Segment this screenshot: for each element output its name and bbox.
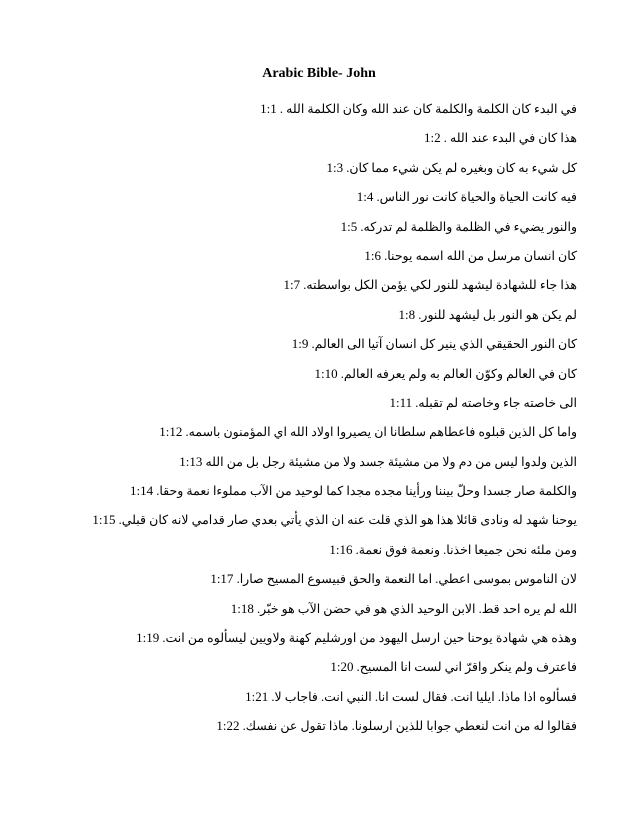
verse-reference: 1:3 (326, 159, 344, 175)
verse-text: والكلمة صار جسدا وحلّ بيننا ورأينا مجده مجدا كما لوحيد من الآب مملوءا نعمة وحقا. (156, 484, 577, 499)
verse-line (72, 682, 577, 711)
verse-text: الذين ولدوا ليس من دم ولا من مشيئة جسد ولا من مشيئة رجل بل من الله (205, 454, 577, 469)
verse-list (72, 94, 577, 741)
verse-reference: 1:18 (230, 600, 254, 616)
verse-line (72, 241, 577, 270)
verse-line (72, 652, 577, 681)
verse-text: في البدء كان الكلمة والكلمة كان عند الله وكان الكلمة الله . (279, 102, 577, 116)
verse-text: كان انسان مرسل من الله اسمه يوحنا. (384, 248, 577, 263)
verse-text: فيه كانت الحياة والحياة كانت نور الناس. (376, 190, 577, 205)
verse-line (72, 388, 577, 417)
verse-text: كان النور الحقيقي الذي ينير كل انسان آتيا الى العالم. (311, 337, 577, 352)
verse-reference: 1:6 (364, 247, 381, 263)
verse-reference: 1:20 (330, 659, 354, 675)
verse-line (72, 94, 577, 123)
verse-text: يوحنا شهد له ونادى قائلا هذا هو الذي قلت عنه ان الذي يأتي بعدي صار قدامي لانه كان قبلي. (118, 513, 577, 528)
verse-line (72, 329, 577, 358)
verse-reference: 1:11 (389, 394, 413, 410)
verse-line (72, 447, 577, 476)
verse-text: والنور يضيء في الظلمة والظلمة لم تدركه. (360, 219, 577, 234)
verse-reference: 1:10 (314, 365, 338, 381)
verse-text: فسألوه اذا ماذا. ايليا انت. فقال لست انا. النبي انت. فاجاب لا. (271, 689, 577, 704)
verse-text: كل شيء به كان وبغيره لم يكن شيء مما كان. (346, 160, 577, 175)
verse-line (72, 359, 577, 388)
verse-reference: 1:19 (136, 630, 160, 646)
verse-reference: 1:22 (216, 718, 240, 734)
verse-text: كان في العالم وكوّن العالم به ولم يعرفه العالم. (340, 366, 577, 381)
verse-line (72, 417, 577, 446)
verse-line (72, 153, 577, 182)
verse-line (72, 300, 577, 329)
verse-reference: 1:17 (210, 571, 234, 587)
verse-line (72, 623, 577, 652)
verse-reference: 1:7 (283, 277, 301, 293)
verse-reference: 1:8 (398, 306, 416, 322)
verse-text: واما كل الذين قبلوه فاعطاهم سلطانا ان يصيروا اولاد الله اي المؤمنون باسمه. (185, 425, 577, 440)
verse-text: الله لم يره احد قط. الابن الوحيد الذي هو في حضن الآب هو خبّر. (256, 601, 577, 616)
verse-text: ومن ملئه نحن جميعا اخذنا. ونعمة فوق نعمة. (355, 542, 577, 557)
document-title: Arabic Bible- John (262, 66, 376, 81)
verse-text: وهذه هي شهادة يوحنا حين ارسل اليهود من اورشليم كهنة ولاويين ليسألوه من انت. (162, 631, 577, 646)
verse-reference: 1:5 (340, 218, 358, 234)
verse-reference: 1:15 (92, 512, 116, 528)
verse-reference: 1:4 (356, 189, 374, 205)
verse-reference: 1:16 (329, 541, 353, 557)
verse-reference: 1:12 (159, 424, 183, 440)
verse-text: فاعترف ولم ينكر واقرّ اني لست انا المسيح. (356, 660, 577, 675)
verse-reference: 1:1 (260, 101, 277, 116)
verse-reference: 1:9 (291, 336, 309, 352)
verse-text: الى خاصته جاء وخاصته لم تقبله. (415, 395, 577, 410)
verse-text: هذا جاء للشهادة ليشهد للنور لكي يؤمن الكل بواسطته. (303, 278, 577, 293)
verse-text: لان الناموس بموسى اعطي. اما النعمة والحق فبيسوع المسيح صارا. (236, 572, 577, 587)
verse-line (72, 270, 577, 299)
verse-line (72, 535, 577, 564)
verse-line (72, 564, 577, 593)
verse-line (72, 594, 577, 623)
verse-reference: 1:21 (245, 688, 269, 704)
verse-text: لم يكن هو النور بل ليشهد للنور. (418, 307, 577, 322)
verse-reference: 1:2 (424, 130, 441, 146)
verse-line (72, 182, 577, 211)
verse-line (72, 476, 577, 505)
verse-line (72, 212, 577, 241)
verse-text: هذا كان في البدء عند الله . (443, 131, 577, 146)
verse-reference: 1:14 (130, 483, 154, 499)
verse-text: فقالوا له من انت لنعطي جوابا للذين ارسلونا. ماذا تقول عن نفسك. (242, 719, 577, 734)
verse-line (72, 711, 577, 740)
verse-line (72, 123, 577, 152)
verse-reference: 1:13 (179, 453, 203, 469)
verse-line (72, 505, 577, 534)
